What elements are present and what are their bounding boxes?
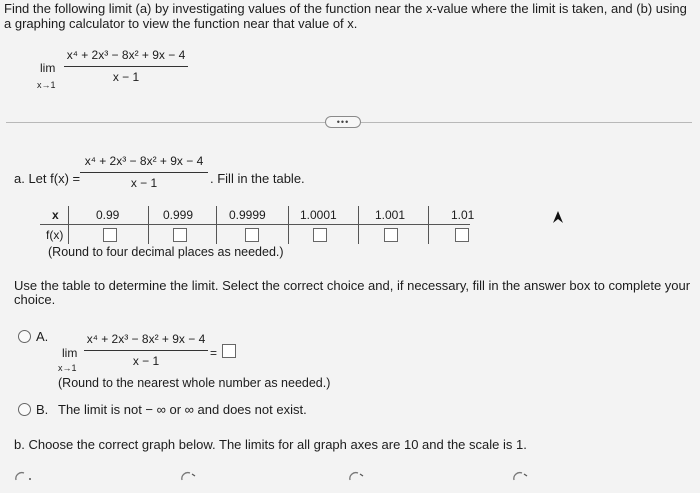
table-col-divider <box>68 206 69 244</box>
use-table-line-1: Use the table to determine the limit. Select the correct choice and, if necessary, fill in the answer box to complete your <box>14 278 691 293</box>
table-x-value: 0.999 <box>163 208 194 222</box>
part-a-prefix: a. Let f(x) = <box>14 171 81 186</box>
part-a-fraction-bar <box>80 172 208 173</box>
fx-input-1.001[interactable] <box>384 228 398 242</box>
limit-numerator: x⁴ + 2x³ − 8x² + 9x − 4 <box>66 48 186 62</box>
table-col-divider <box>428 206 429 244</box>
fx-input-0.999[interactable] <box>173 228 187 242</box>
part-a-denominator: x − 1 <box>130 176 158 190</box>
graph-choice-a-radio-icon[interactable] <box>14 470 36 482</box>
instructions-line-2: a graphing calculator to view the function near that value of x. <box>4 16 358 31</box>
limit-fraction <box>64 48 188 84</box>
choice-a-lim-label: lim <box>62 346 78 360</box>
table-x-value: 1.01 <box>451 208 475 222</box>
limit-fraction-bar <box>64 66 188 67</box>
limit-under-label: x→1 <box>37 80 56 90</box>
table-x-value: 1.001 <box>375 208 406 222</box>
graph-choice-d-radio-icon[interactable] <box>512 470 534 482</box>
table-col-divider <box>148 206 149 244</box>
choice-a-fraction <box>84 332 208 368</box>
mouse-cursor-icon <box>552 210 564 224</box>
choice-a-equals: = <box>210 346 218 360</box>
table-col-divider <box>288 206 289 244</box>
table-row-divider <box>40 224 470 225</box>
limit-answer-input[interactable] <box>222 344 236 358</box>
limit-lim-label: lim <box>40 61 56 75</box>
part-a-numerator: x⁴ + 2x³ − 8x² + 9x − 4 <box>84 154 204 168</box>
instructions-line-1: Find the following limit (a) by investigating values of the function near the x-value where the limit is taken, and (b) using <box>4 1 687 16</box>
choice-a-radio[interactable] <box>18 330 31 343</box>
limit-denominator: x − 1 <box>112 70 140 84</box>
fx-input-1.0001[interactable] <box>313 228 327 242</box>
part-a-suffix: . Fill in the table. <box>210 171 305 186</box>
choice-a-numerator: x⁴ + 2x³ − 8x² + 9x − 4 <box>86 332 206 346</box>
table-col-divider <box>216 206 217 244</box>
choice-a-fraction-bar <box>84 350 208 351</box>
choice-a-denominator: x − 1 <box>132 354 160 368</box>
choice-b-label: B. <box>36 402 49 417</box>
graph-choice-b-radio-icon[interactable] <box>180 470 202 482</box>
table-col-divider <box>358 206 359 244</box>
table-x-value: 1.0001 <box>300 208 337 222</box>
more-button[interactable]: ••• <box>325 116 361 128</box>
table-fx-header: f(x) <box>46 228 64 242</box>
use-table-line-2: choice. <box>14 292 56 307</box>
choice-a-label: A. <box>36 329 49 344</box>
table-x-header: x <box>52 208 59 222</box>
graph-choice-c-radio-icon[interactable] <box>348 470 370 482</box>
choice-b-text: The limit is not − ∞ or ∞ and does not exist. <box>58 402 307 417</box>
table-x-value: 0.99 <box>96 208 120 222</box>
part-a-fraction <box>80 154 208 190</box>
choice-a-round-note: (Round to the nearest whole number as needed.) <box>58 376 331 390</box>
table-x-value: 0.9999 <box>229 208 266 222</box>
fx-input-0.9999[interactable] <box>245 228 259 242</box>
fx-input-1.01[interactable] <box>455 228 469 242</box>
part-b-text: b. Choose the correct graph below. The limits for all graph axes are 10 and the scale is 1. <box>14 437 527 452</box>
table-round-note: (Round to four decimal places as needed.) <box>48 245 284 259</box>
choice-b-radio[interactable] <box>18 403 31 416</box>
fx-input-0.99[interactable] <box>103 228 117 242</box>
choice-a-under-label: x→1 <box>58 363 77 373</box>
